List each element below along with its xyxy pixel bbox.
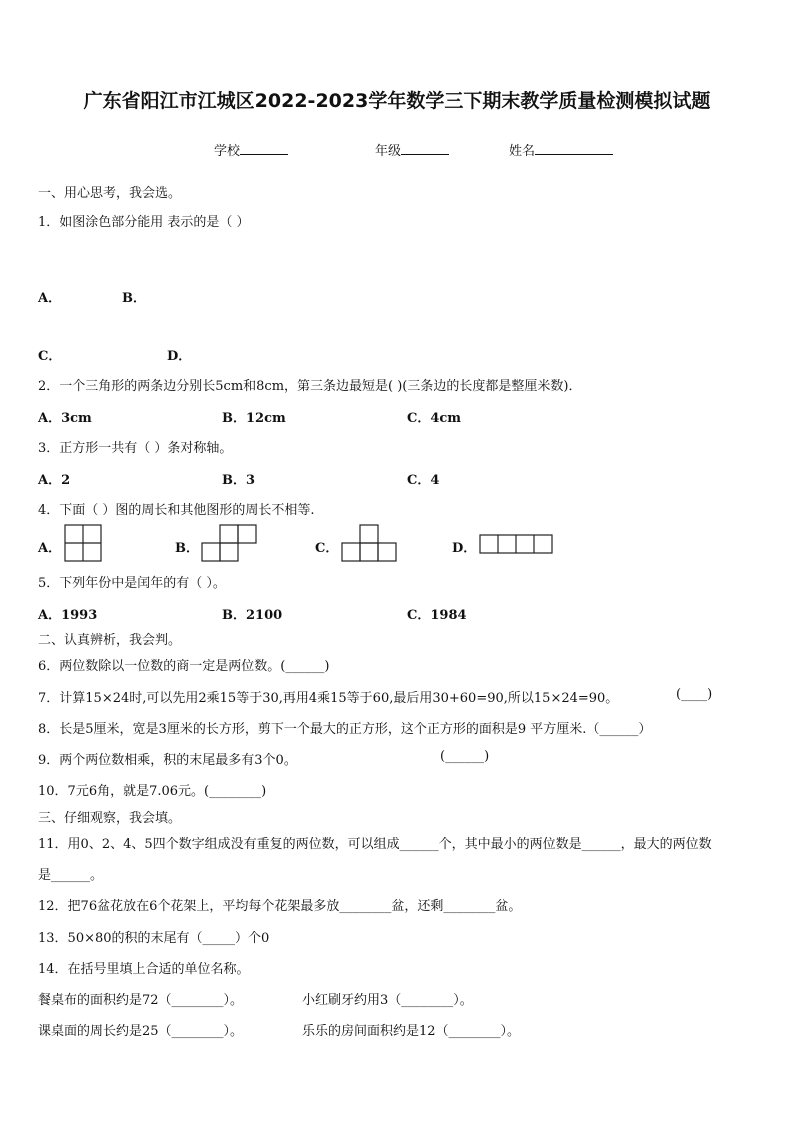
q4-figure-d (479, 534, 555, 556)
q3-option-c[interactable]: C．4 (407, 473, 440, 488)
question-8: 8．长是5厘米，宽是3厘米的长方形，剪下一个最大的正方形，这个正方形的面积是9 平方厘米.（______） (38, 722, 652, 737)
question-10: 10．7元6角，就是7.06元。(________) (38, 784, 267, 799)
q4-option-d[interactable]: D． (452, 541, 477, 556)
question-4: 4．下面（ ）图的周长和其他图形的周长不相等. (38, 503, 315, 518)
q3-option-b[interactable]: B．3 (222, 473, 256, 488)
question-3: 3．正方形一共有（ ）条对称轴。 (38, 441, 233, 456)
q14-item-tablecloth: 餐桌布的面积约是72（________）。 (38, 993, 244, 1008)
school-label: 学校 (214, 144, 241, 159)
q14-item-toothbrushing: 小红刷牙约用3（________）。 (302, 993, 473, 1008)
section-3-heading: 三、仔细观察，我会填。 (38, 811, 182, 826)
question-6: 6．两位数除以一位数的商一定是两位数。(______) (38, 659, 330, 674)
question-11-line-2: 是______。 (38, 868, 104, 883)
q5-option-a[interactable]: A．1993 (38, 608, 98, 623)
question-1: 1．如图涂色部分能用 表示的是（ ） (38, 215, 250, 230)
q7-answer-blank[interactable]: (____) (676, 687, 713, 702)
question-12: 12．把76盆花放在6个花架上，平均每个花架最多放________盆，还剩________盆。 (38, 899, 522, 914)
section-2-heading: 二、认真辨析，我会判。 (38, 633, 182, 648)
name-label: 姓名 (509, 144, 536, 159)
page-title: 广东省阳江市江城区2022-2023学年数学三下期末教学质量检测模拟试题 (83, 90, 711, 112)
question-14: 14．在括号里填上合适的单位名称。 (38, 962, 250, 977)
school-field[interactable] (214, 140, 288, 159)
q4-option-c[interactable]: C． (315, 541, 339, 556)
grade-field[interactable] (375, 140, 449, 159)
q14-item-room-area: 乐乐的房间面积约是12（________）。 (302, 1024, 521, 1039)
grade-blank[interactable] (401, 142, 449, 155)
name-field[interactable] (509, 140, 613, 159)
question-7: 7．计算15×24时,可以先用2乘15等于30,再用4乘15等于60,最后用30+60=90,所以15×24=90。 (38, 691, 619, 706)
q4-option-b[interactable]: B． (175, 541, 199, 556)
q4-figure-c (341, 524, 401, 564)
question-2: 2．一个三角形的两条边分别长5cm和8cm，第三条边最短是( )(三条边的长度都是整厘米数)． (38, 379, 582, 394)
q4-figure-a (64, 524, 104, 564)
q1-option-b[interactable]: B． (122, 291, 146, 306)
school-blank[interactable] (240, 142, 288, 155)
q1-option-a[interactable]: A． (38, 291, 62, 306)
q9-answer-blank[interactable]: (______) (440, 749, 490, 764)
q3-option-a[interactable]: A．2 (38, 473, 71, 488)
q5-option-b[interactable]: B．2100 (222, 608, 283, 623)
question-11-line-1: 11．用0、2、4、5四个数字组成没有重复的两位数，可以组成______个，其中最小的两位数是______，最大的两位数 (38, 837, 712, 852)
q1-option-c[interactable]: C． (38, 349, 62, 364)
q2-option-b[interactable]: B．12cm (222, 411, 286, 426)
question-13: 13．50×80的积的末尾有（_____）个0 (38, 931, 270, 946)
q4-figure-b (201, 524, 261, 564)
question-9: 9．两个两位数相乘，积的末尾最多有3个0。 (38, 753, 297, 768)
question-5: 5．下列年份中是闰年的有（ ）。 (38, 576, 226, 591)
q2-option-a[interactable]: A．3cm (38, 411, 92, 426)
q1-option-d[interactable]: D． (167, 349, 192, 364)
section-1-heading: 一、用心思考，我会选。 (38, 186, 182, 201)
q5-option-c[interactable]: C．1984 (407, 608, 467, 623)
q2-option-c[interactable]: C．4cm (407, 411, 462, 426)
name-blank[interactable] (535, 142, 613, 155)
grade-label: 年级 (375, 144, 402, 159)
q14-item-desk-perimeter: 课桌面的周长约是25（________）。 (38, 1024, 244, 1039)
q4-option-a[interactable]: A． (38, 541, 62, 556)
